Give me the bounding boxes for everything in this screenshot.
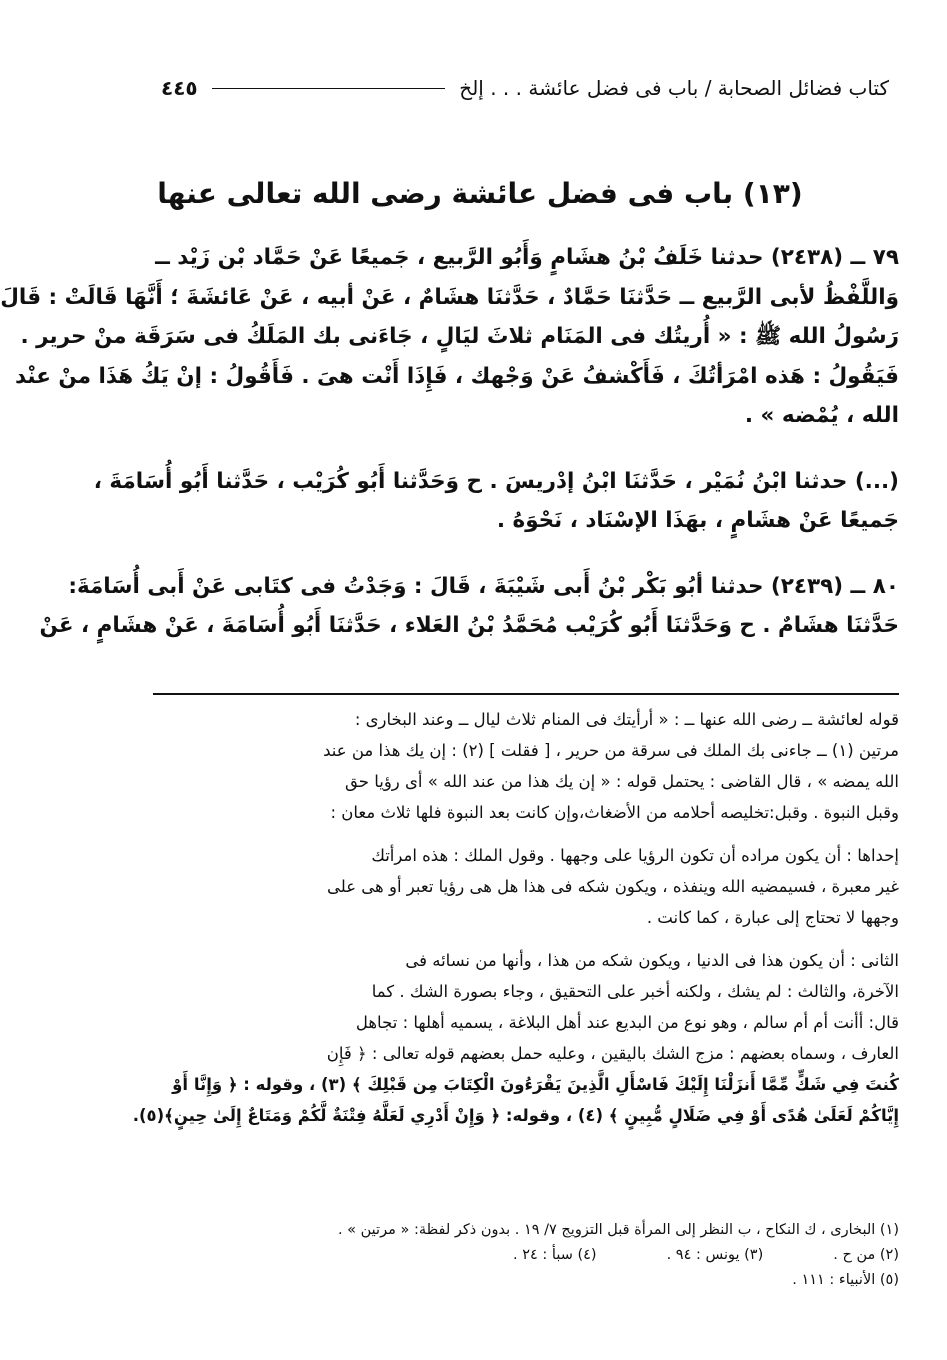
hadith-line: الله ، يُمْضه » .: [744, 403, 899, 428]
commentary-line: قال: أأنت أم أم سالم ، وهو نوع من البديع عند أهل البلاغة ، يسميه أهلها : تجاهل: [355, 1013, 899, 1032]
hadith-line: وَاللَّفْظُ لأبى الرَّبيع ــ حَدَّثنَا حَمَّادٌ ، حَدَّثنَا هشَامٌ ، عَنْ أبيه ، عَنْ عَائشَةَ ؛ أَنَّهَا قَالَتْ : قَالَ: [0, 284, 899, 310]
quran-verse-line: إِيَّاكُمْ لَعَلَىٰ هُدًى أَوْ فِي ضَلَالٍ مُّبِينٍ ﴾ (٤) ، وقوله: ﴿ وَإِنْ أَدْرِي لَعَلَّهُ فِتْنَةٌ لَّكُمْ وَمَتَاعٌ إِلَىٰ حِينٍ﴾(٥).: [132, 1106, 899, 1125]
footnote-5: (٥) الأنبياء : ١١١ .: [792, 1272, 899, 1288]
commentary-line: الله يمضه » ، قال القاضى : يحتمل قوله : « إن يك هذا من عند الله » أى رؤيا حق: [345, 772, 899, 791]
hadith-text: [0, 238, 899, 672]
commentary-line: العارف ، وسماه بعضهم : مزج الشك باليقين ، وعليه حمل بعضهم قوله تعالى : ﴿ فَإِن: [326, 1044, 899, 1063]
commentary-para-3: [132, 945, 899, 1131]
commentary-para-1: [153, 704, 899, 828]
page-number: ٤٤٥: [161, 76, 198, 100]
hadith-80: [39, 567, 899, 646]
hadith-79: [0, 238, 899, 436]
commentary-line: وقبل النبوة . وقبل:تخليصه أحلامه من الأضغاث،وإن كانت بعد النبوة فلها ثلاث معان :: [330, 803, 899, 822]
hadith-line: فَيَقُولُ : هَذه امْرَأتُكَ ، فَأَكْشفُ عَنْ وَجْهك ، فَإِذَا أَنْت هىَ . فَأَقُولُ : إنْ يَكُ هَذَا منْ عنْد: [15, 363, 899, 389]
footnote-2: (٢) من ح .: [833, 1247, 899, 1263]
commentary: [132, 704, 899, 1143]
commentary-line: الثانى : أن يكون هذا فى الدنيا ، ويكون شكه من هذا ، وأنها من نسائه فى: [405, 951, 899, 970]
commentary-para-2: [153, 840, 899, 933]
header-rule: [212, 88, 446, 89]
commentary-line: قوله لعائشة ــ رضى الله عنها ــ : « أرأيتك فى المنام ثلاث ليال ــ وعند البخارى :: [354, 710, 899, 729]
quran-verse-line: كُنتَ فِي شَكٍّ مِّمَّا أَنزَلْنَا إِلَيْكَ فَاسْأَلِ الَّذِينَ يَقْرَءُونَ الْكِتَابَ مِن قَبْلِكَ ﴾ (٣) ، وقوله : ﴿ وَإِنَّا أَوْ: [172, 1075, 899, 1094]
hadith-79-variant: [93, 462, 899, 541]
hadith-line: ٧٩ ــ (٢٤٣٨) حدثنا خَلَفُ بْنُ هشَامٍ وَأَبُو الرَّبيع ، جَميعًا عَنْ حَمَّاد بْن زَيْد ــ: [155, 245, 899, 270]
footnote-3: (٣) يونس : ٩٤ .: [666, 1247, 764, 1263]
running-header: [161, 70, 889, 106]
footnotes: [143, 1218, 899, 1293]
hadith-line: رَسُولُ الله ﷺ : « أُريتُك فى المَنَام ثلاثَ ليَالٍ ، جَاءَنى بك المَلَكُ فى سَرَقَة منْ حرير .: [20, 324, 899, 349]
commentary-line: الآخرة، والثالث : لم يشك ، ولكنه أخبر على التحقيق ، وجاء بصورة الشك . كما: [371, 982, 899, 1001]
chapter-title: (١٣) باب فى فضل عائشة رضى الله تعالى عنها: [157, 177, 803, 210]
footnote-row: [143, 1243, 899, 1268]
footnote-1: (١) البخارى ، ك النكاح ، ب النظر إلى المرأة قبل التزويج ٧/ ١٩ . بدون ذكر لفظة: « مرتين » .: [337, 1222, 899, 1238]
commentary-line: غير معبرة ، فسيمضيه الله وينفذه ، ويكون شكه فى هذا هل هى رؤيا تعبر أو هى على: [326, 877, 899, 896]
commentary-line: مرتين (١) ــ جاءنى بك الملك فى سرقة من حرير ، [ فقلت ] (٢) : إن يك هذا من عند: [323, 741, 899, 760]
commentary-line: وجهها لا تحتاج إلى عبارة ، كما كانت .: [646, 908, 899, 927]
hadith-line: حَدَّثنَا هشَامٌ . ح وَحَدَّثنَا أَبُو كُرَيْب مُحَمَّدُ بْنُ العَلاء ، حَدَّثنَا أَبُو أُسَامَةَ ، عَنْ هشَامٍ ، عَنْ: [39, 613, 899, 638]
commentary-line: إحداها : أن يكون مراده أن تكون الرؤيا على وجهها . وقول الملك : هذه امرأتك: [371, 846, 899, 865]
hadith-line: ٨٠ ــ (٢٤٣٩) حدثنا أبُو بَكْر بْنُ أَبى شَيْبَةَ ، قَالَ : وَجَدْتُ فى كتَابى عَنْ أَبى أُسَامَةَ:: [68, 573, 899, 599]
header-title: كتاب فضائل الصحابة / باب فى فضل عائشة . . . إلخ: [459, 76, 889, 100]
hadith-line: (...) حدثنا ابْنُ نُمَيْر ، حَدَّثنَا ابْنُ إدْريسَ . ح وَحَدَّثنا أَبُو كُرَيْب ، حَدَّثنا أَبُو أُسَامَةَ ،: [93, 468, 899, 494]
hadith-line: جَميعًا عَنْ هشَامٍ ، بهَذَا الإسْنَاد ، نَحْوَهُ .: [496, 508, 899, 533]
commentary-separator: [153, 693, 899, 695]
footnote-4: (٤) سبأ : ٢٤ .: [513, 1247, 597, 1263]
